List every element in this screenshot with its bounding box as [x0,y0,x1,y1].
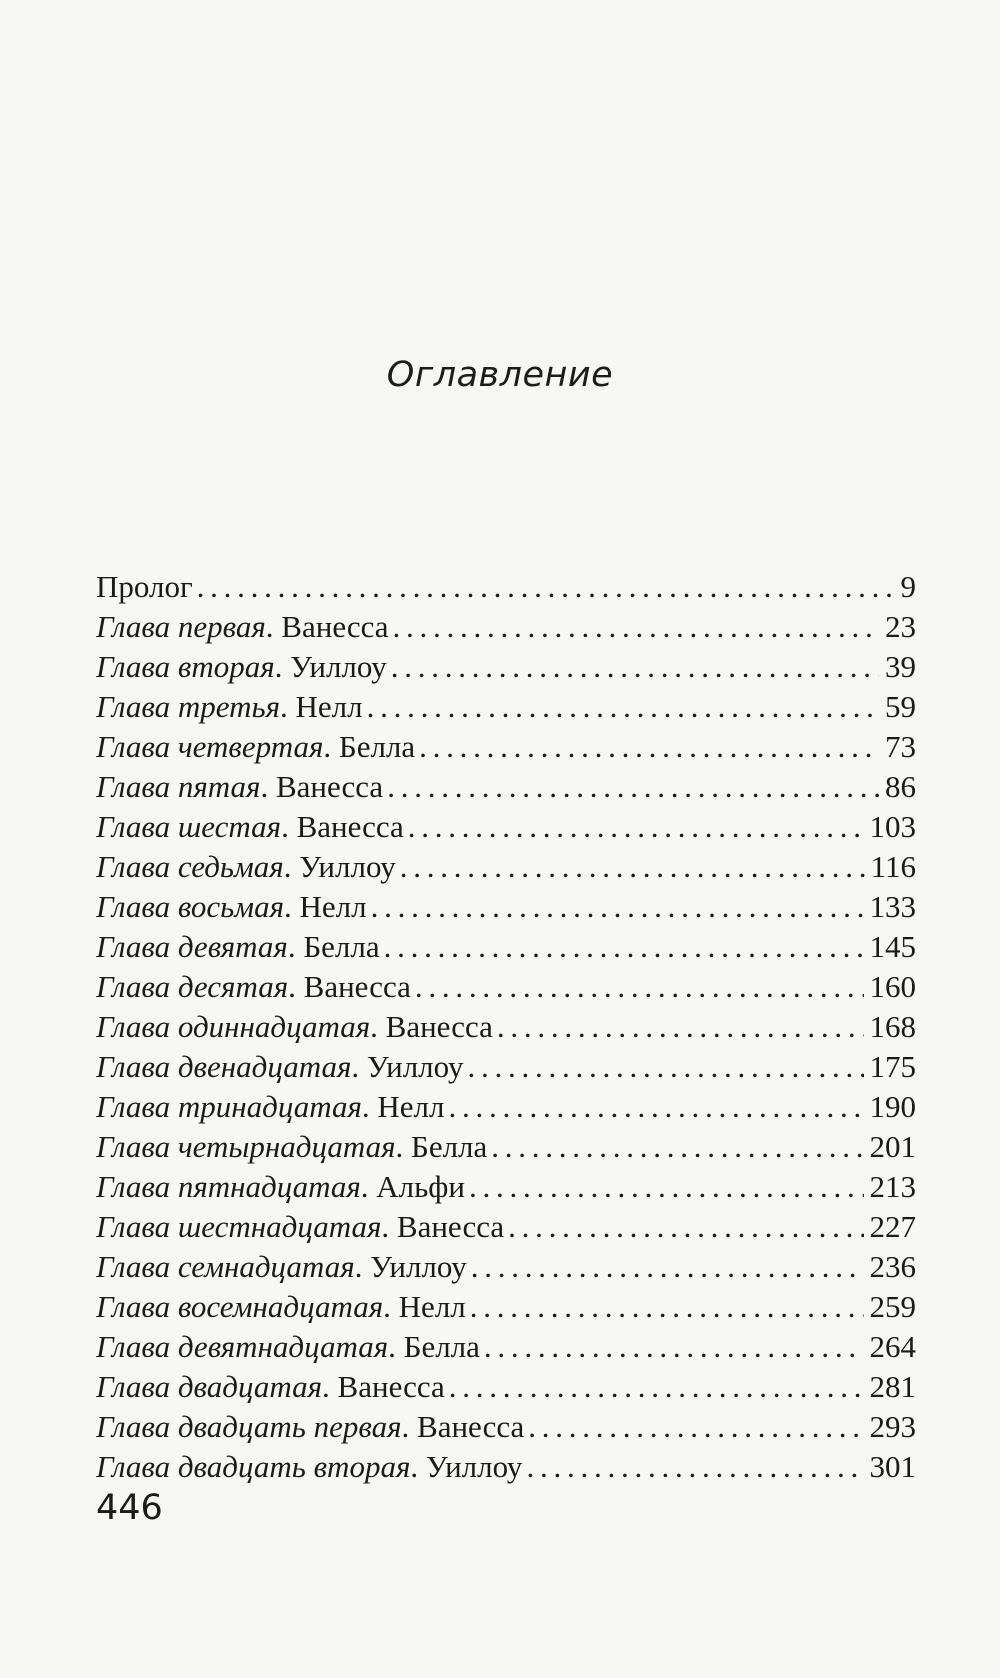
toc-entry [96,1127,916,1167]
toc-entry-label [96,687,363,727]
toc-separator: . [383,1289,399,1324]
toc-dot-leader [448,1087,863,1127]
toc-page-number: 293 [869,1409,916,1444]
toc-chapter-title: Белла [303,929,380,964]
toc-chapter-number: Глава двадцать первая [96,1409,402,1444]
toc-chapter-title: Уиллоу [299,849,396,884]
toc-dot-leader [467,1047,863,1087]
toc-separator: . [322,1369,338,1404]
toc-page-number: 23 [885,609,916,644]
toc-chapter-number: Глава двадцатая [96,1369,323,1404]
toc-entry [96,967,916,1007]
toc-chapter-number: Глава десятая [96,969,289,1004]
toc-page-number: 201 [869,1129,916,1164]
toc-entry [96,1407,916,1447]
toc-dot-leader [387,767,879,807]
toc-chapter-title: Ванесса [417,1409,525,1444]
toc-entry [96,847,916,887]
toc-separator: . [360,1169,377,1204]
toc-separator: . [395,1129,412,1164]
toc-separator: . [401,1409,418,1444]
page-number: 446 [96,1488,163,1528]
toc-entry [96,1447,916,1487]
toc-chapter-title: Ванесса [337,1369,445,1404]
toc-entry-label [96,1127,487,1167]
toc-dot-leader [497,1007,864,1047]
toc-page-number: 281 [869,1369,916,1404]
toc-entry-label [96,567,193,607]
toc-chapter-number: Глава четырнадцатая [96,1129,396,1164]
toc-chapter-title: Ванесса [281,609,389,644]
toc-chapter-number: Глава двадцать вторая [96,1449,411,1484]
toc-page-number: 103 [869,809,916,844]
toc-page-number: 73 [885,729,916,764]
toc-chapter-title: Нелл [299,889,367,924]
toc-page-number: 227 [869,1209,916,1244]
toc-entry [96,1327,916,1367]
toc-dot-leader [484,1327,864,1367]
toc-separator: . [354,1249,371,1284]
toc-dot-leader [415,967,864,1007]
toc-separator: . [281,809,297,844]
toc-separator: . [351,1049,367,1084]
toc-chapter-number: Глава тринадцатая [96,1089,362,1124]
toc-entry [96,927,916,967]
toc-separator: . [410,1449,426,1484]
toc-entry-label [96,1407,524,1447]
toc-entry [96,1167,916,1207]
toc-entry [96,1007,916,1047]
toc-chapter-number: Глава шестнадцатая [96,1209,382,1244]
toc-page-number: 116 [870,849,916,884]
toc-dot-leader [408,807,864,847]
toc-separator: . [361,1089,378,1124]
table-of-contents [96,567,916,1487]
toc-entry-label [96,1007,493,1047]
toc-chapter-number: Глава девятнадцатая [96,1329,389,1364]
toc-page-number: 160 [869,969,916,1004]
toc-separator: . [280,689,296,724]
toc-chapter-title: Пролог [96,569,193,604]
toc-chapter-title: Уиллоу [290,649,387,684]
toc-chapter-number: Глава седьмая [96,849,284,884]
toc-separator: . [381,1209,397,1244]
toc-chapter-title: Уиллоу [366,1049,464,1084]
toc-chapter-number: Глава семнадцатая [96,1249,355,1284]
toc-chapter-number: Глава двенадцатая [96,1049,352,1084]
toc-dot-leader [508,1207,863,1247]
toc-chapter-title: Белла [403,1329,480,1364]
toc-dot-leader [471,1247,864,1287]
toc-entry-label [96,1087,444,1127]
toc-entry-label [96,887,367,927]
toc-entry-label [96,1207,504,1247]
toc-entry [96,807,916,847]
toc-chapter-title: Ванесса [303,969,411,1004]
toc-chapter-number: Глава восьмая [96,889,284,924]
toc-separator: . [265,609,282,644]
toc-dot-leader [197,567,895,607]
toc-separator: . [283,849,300,884]
toc-entry-label [96,1447,522,1487]
toc-entry [96,647,916,687]
toc-page-number: 39 [885,649,916,684]
toc-page-number: 168 [869,1009,916,1044]
toc-chapter-title: Альфи [376,1169,465,1204]
toc-entry [96,1047,916,1087]
toc-dot-leader [391,647,879,687]
toc-page-number: 145 [869,929,916,964]
toc-dot-leader [528,1407,863,1447]
toc-dot-leader [419,727,879,767]
toc-entry [96,1207,916,1247]
toc-page-number: 259 [869,1289,916,1324]
toc-separator: . [274,649,291,684]
toc-separator: . [260,769,276,804]
toc-chapter-number: Глава четвертая [96,729,324,764]
toc-chapter-title: Ванесса [296,809,404,844]
toc-entry-label [96,1287,466,1327]
toc-entry-label [96,1247,467,1287]
toc-chapter-title: Уиллоу [370,1249,467,1284]
toc-entry [96,687,916,727]
toc-dot-leader [449,1367,864,1407]
toc-dot-leader [469,1167,864,1207]
toc-chapter-title: Нелл [295,689,363,724]
toc-entry-label [96,727,415,767]
toc-dot-leader [400,847,865,887]
toc-separator: . [323,729,339,764]
toc-chapter-number: Глава восемнадцатая [96,1289,384,1324]
toc-chapter-title: Нелл [398,1289,466,1324]
toc-chapter-number: Глава вторая [96,649,275,684]
toc-entry-label [96,1167,465,1207]
toc-entry-label [96,607,389,647]
toc-chapter-number: Глава одиннадцатая [96,1009,371,1044]
toc-separator: . [283,889,300,924]
toc-dot-leader [371,887,864,927]
toc-page-number: 175 [869,1049,916,1084]
toc-entry-label [96,847,396,887]
toc-page-number: 264 [869,1329,916,1364]
toc-entry [96,1287,916,1327]
toc-separator: . [287,929,304,964]
toc-separator: . [370,1009,386,1044]
toc-entry-label [96,967,411,1007]
toc-entry [96,1247,916,1287]
toc-page-number: 86 [885,769,916,804]
toc-chapter-title: Ванесса [275,769,384,804]
toc-chapter-title: Нелл [377,1089,445,1124]
toc-dot-leader [393,607,879,647]
toc-dot-leader [526,1447,863,1487]
toc-chapter-number: Глава первая [96,609,266,644]
toc-entry [96,1087,916,1127]
toc-chapter-title: Ванесса [396,1209,505,1244]
toc-chapter-title: Белла [411,1129,488,1164]
toc-chapter-number: Глава шестая [96,809,282,844]
toc-chapter-number: Глава пятая [96,769,261,804]
toc-entry [96,727,916,767]
toc-entry [96,567,916,607]
toc-dot-leader [367,687,879,727]
toc-entry [96,607,916,647]
toc-dot-leader [491,1127,863,1167]
toc-page-number: 190 [869,1089,916,1124]
toc-chapter-number: Глава пятнадцатая [96,1169,361,1204]
toc-dot-leader [470,1287,864,1327]
toc-chapter-number: Глава девятая [96,929,288,964]
toc-entry [96,767,916,807]
toc-entry [96,887,916,927]
toc-separator: . [388,1329,404,1364]
toc-entry-label [96,767,383,807]
toc-chapter-title: Уиллоу [425,1449,523,1484]
toc-page-number: 213 [869,1169,916,1204]
toc-entry-label [96,927,380,967]
toc-entry [96,1367,916,1407]
toc-page-number: 59 [885,689,916,724]
toc-chapter-title: Ванесса [385,1009,493,1044]
toc-page-number: 133 [869,889,916,924]
toc-page-number: 236 [869,1249,916,1284]
page-title: Оглавление [386,355,614,395]
toc-separator: . [288,969,304,1004]
toc-dot-leader [384,927,864,967]
toc-entry-label [96,1367,445,1407]
toc-chapter-title: Белла [338,729,416,764]
toc-chapter-number: Глава третья [96,689,281,724]
toc-entry-label [96,1327,480,1367]
toc-page-number: 9 [900,569,916,604]
toc-page-number: 301 [869,1449,916,1484]
toc-entry-label [96,647,387,687]
toc-entry-label [96,807,404,847]
toc-entry-label [96,1047,463,1087]
